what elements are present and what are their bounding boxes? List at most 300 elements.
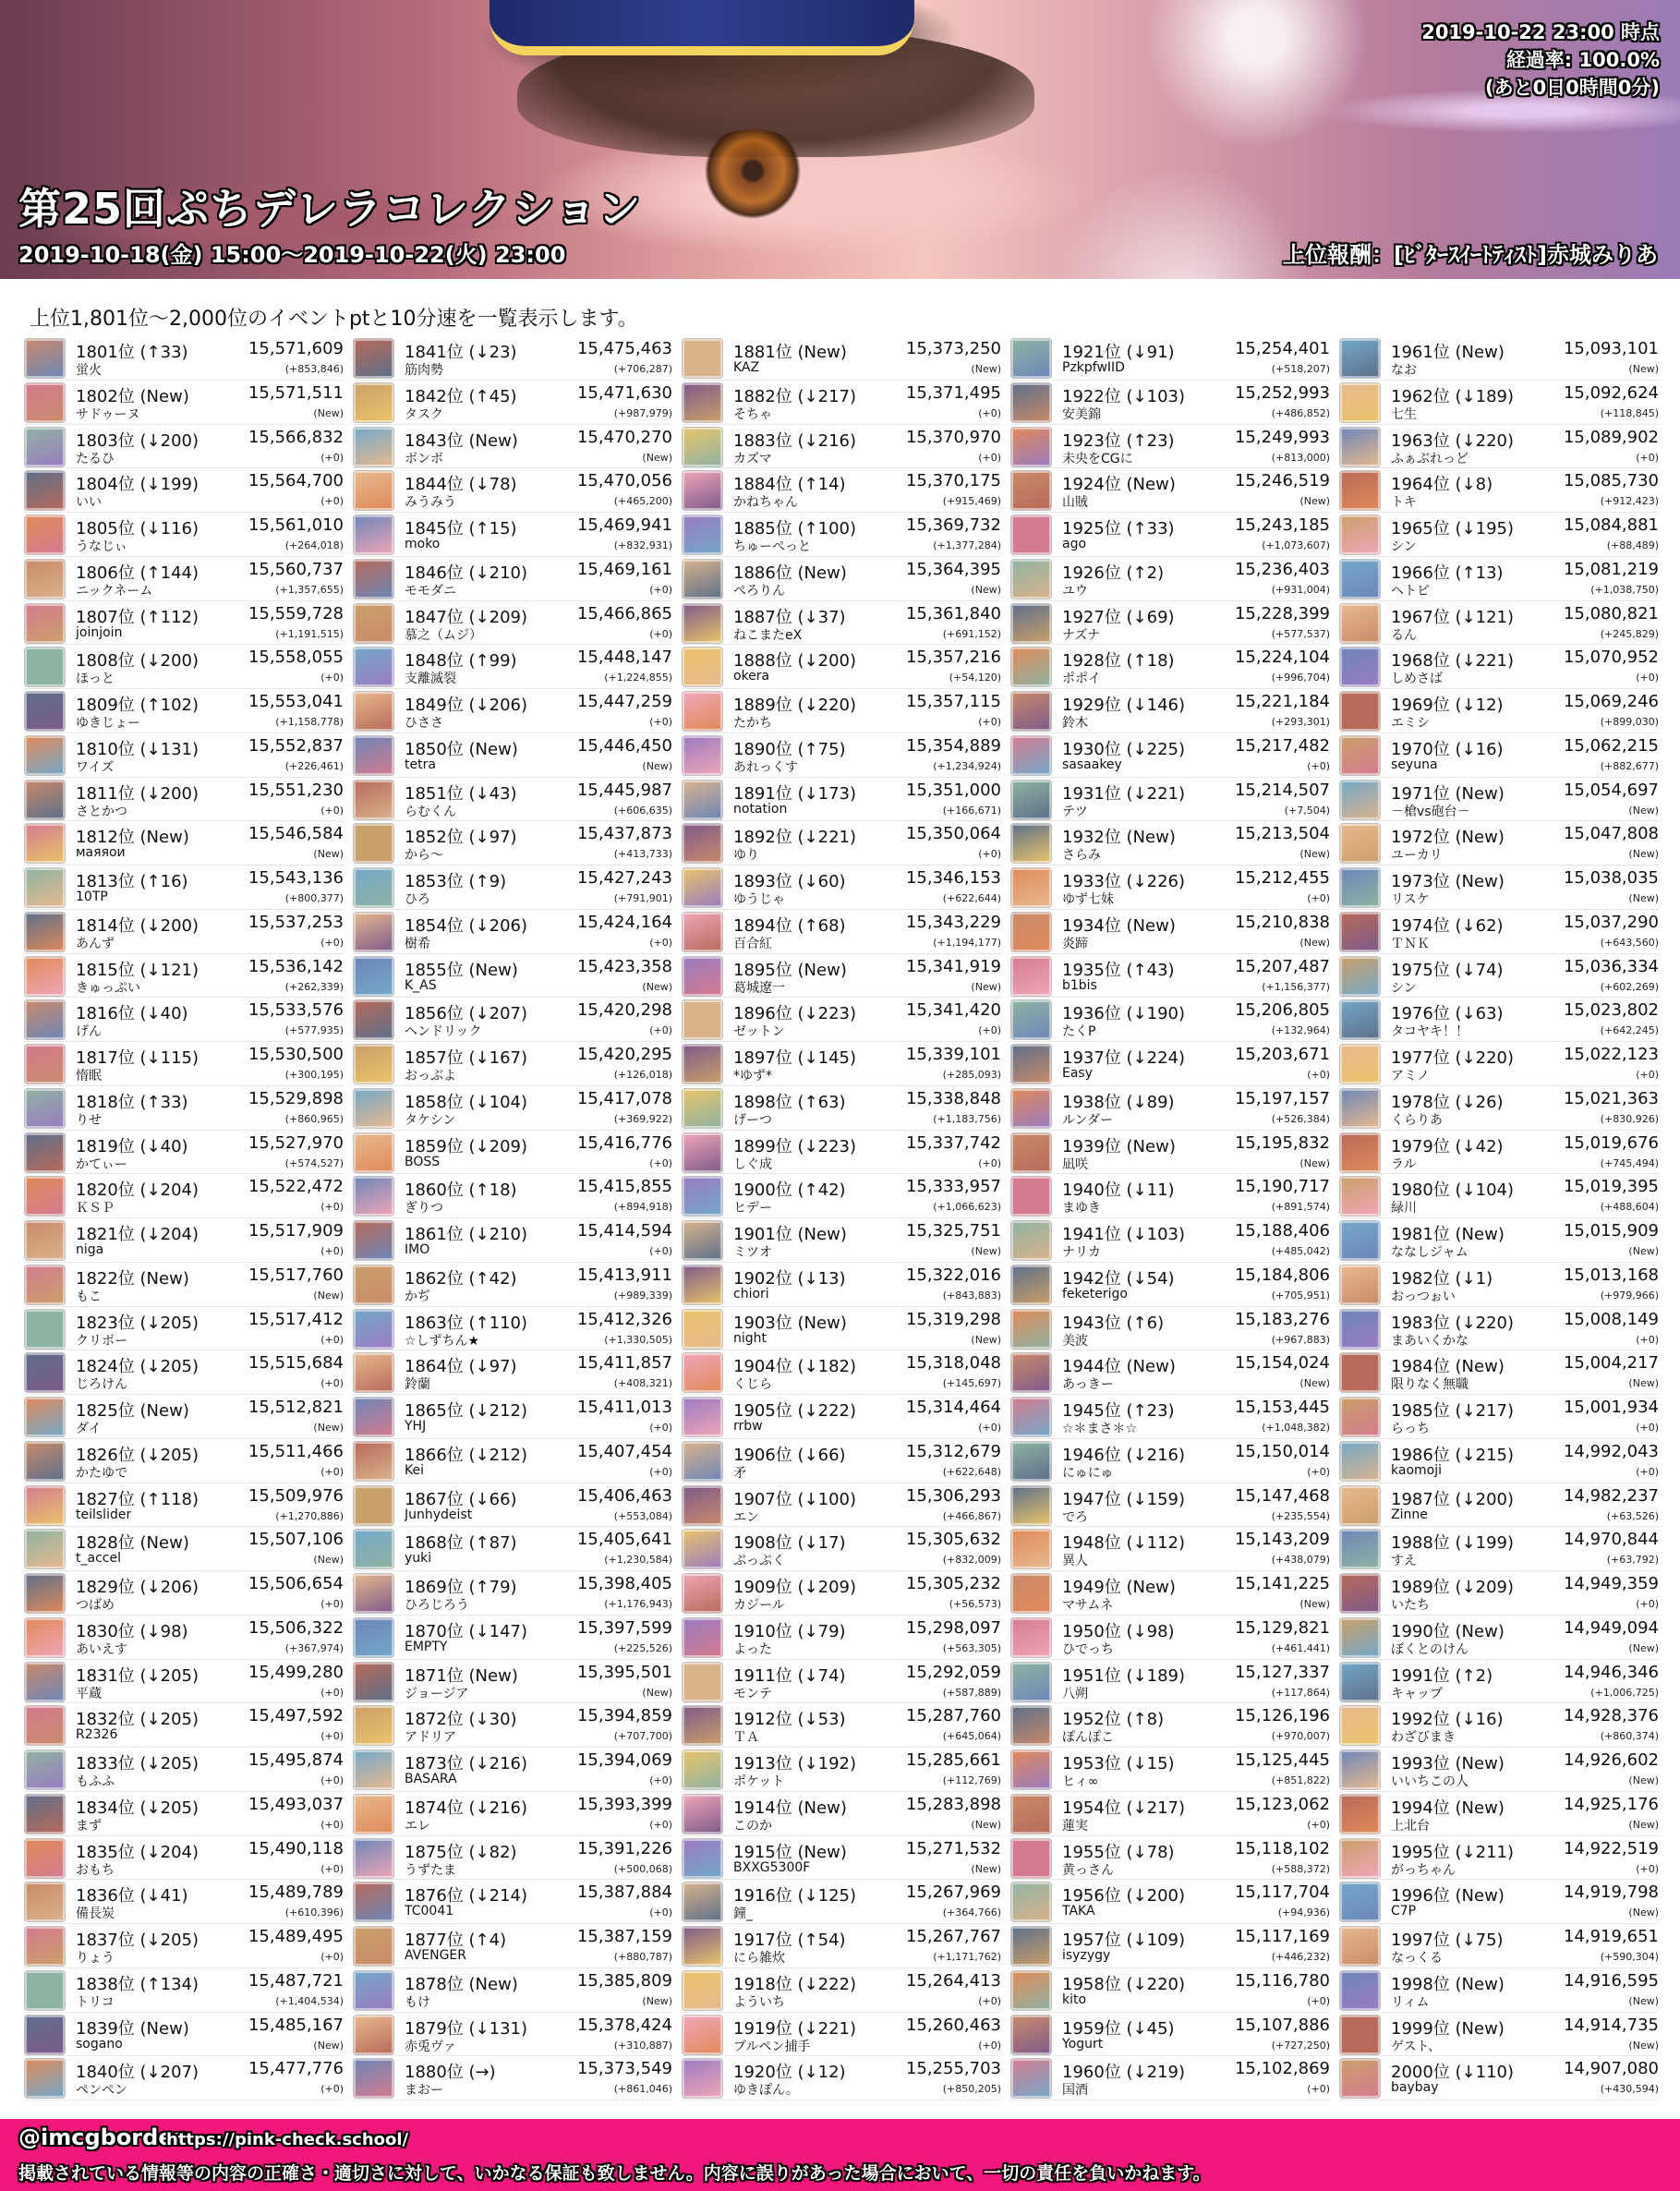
player-name: テツ [1062,804,1088,819]
event-points: 15,287,760 [905,1706,1001,1726]
ten-minute-speed: (+931,004) [1271,583,1330,596]
avatar [683,1663,722,1701]
ranking-row [353,733,672,778]
avatar [25,1177,65,1216]
event-points: 15,203,671 [1234,1045,1330,1064]
avatar [1340,515,1380,554]
event-points: 15,318,048 [905,1353,1001,1374]
rank-label: 1980位 (↓104) [1391,1180,1515,1201]
ten-minute-speed: (+0) [978,848,1001,861]
ten-minute-speed: (+0) [978,406,1001,419]
avatar [683,1927,722,1966]
ten-minute-speed: (+705,951) [1271,1289,1330,1301]
avatar [354,515,393,554]
ten-minute-speed: (+574,527) [284,1156,344,1169]
avatar [1011,1310,1051,1349]
avatar [25,515,65,554]
ten-minute-speed: (+145,697) [942,1377,1001,1390]
avatar [1011,1839,1051,1878]
event-points: 15,566,832 [248,427,344,447]
rank-label: 1851位 (↓43) [405,783,517,804]
player-name: notation [733,801,788,817]
rank-label: 1893位 (↓60) [733,872,846,891]
event-points: 15,417,078 [576,1088,672,1108]
ranking-row [1339,1086,1659,1131]
avatar [1011,560,1051,599]
avatar [354,1795,393,1834]
player-name: ゆうじゃ [733,892,785,907]
ten-minute-speed: (+112,769) [942,1774,1001,1786]
event-points: 15,469,941 [576,515,672,535]
avatar [1011,604,1051,643]
ranking-row [682,1880,1001,1924]
ranking-row [24,1395,344,1439]
ranking-row [682,1307,1001,1351]
ten-minute-speed: (New) [1628,804,1659,817]
event-points: 15,415,855 [576,1177,672,1197]
rank-label: 1954位 (↓217) [1062,1798,1186,1818]
avatar [1011,1927,1051,1966]
event-points: 15,558,055 [248,648,344,668]
player-name: りせ [76,1112,102,1128]
avatar [1011,1795,1051,1834]
ten-minute-speed: (+853,846) [284,363,344,375]
avatar [1011,1618,1051,1657]
event-points: 15,397,599 [576,1617,672,1638]
ten-minute-speed: (+0) [649,1422,672,1434]
ten-minute-speed: (+466,867) [942,1509,1001,1522]
avatar [354,604,393,643]
ranking-row [24,1042,344,1086]
ten-minute-speed: (+0) [649,583,672,596]
avatar [1011,1442,1051,1481]
ranking-row [682,513,1001,557]
event-points: 15,527,970 [248,1132,344,1153]
rank-label: 1960位 (↓219) [1062,2063,1186,2083]
ranking-row [1339,1880,1659,1924]
avatar [25,1000,65,1039]
rank-label: 1835位 (↓204) [76,1842,199,1862]
player-name: タコヤキ！！ [1391,1024,1468,1040]
ranking-row [24,910,344,954]
avatar [25,736,65,775]
rank-label: 1924位 (New) [1062,475,1176,495]
avatar [25,383,65,422]
avatar [1340,1177,1380,1216]
ranking-row [682,1748,1001,1792]
ten-minute-speed: (+285,093) [942,1069,1001,1081]
player-name: ゆり [733,848,759,864]
event-points: 15,343,229 [905,912,1001,932]
ten-minute-speed: (+0) [320,1774,344,1786]
ranking-row [1339,689,1659,733]
avatar [683,1839,722,1878]
ten-minute-speed: (New) [971,980,1001,993]
player-name: ＴＡ [733,1730,759,1746]
event-points: 15,346,153 [905,868,1001,888]
player-name: くらりあ [1391,1112,1443,1128]
avatar [25,339,65,378]
ranking-row [1339,1131,1659,1175]
ten-minute-speed: (New) [313,406,344,419]
ten-minute-speed: (+54,120) [949,672,1001,684]
event-points: 15,369,732 [905,515,1001,535]
event-points: 15,080,821 [1563,603,1659,623]
player-name: TAKA [1062,1904,1095,1919]
event-points: 15,470,270 [576,427,672,447]
ranking-row [353,1307,672,1351]
event-points: 15,298,097 [905,1617,1001,1638]
ranking-row [353,866,672,910]
rank-label: 1872位 (↓30) [405,1710,517,1730]
player-name: げん [76,1024,102,1040]
ten-minute-speed: (+446,232) [1271,1951,1330,1963]
rank-label: 1857位 (↓167) [405,1048,528,1068]
rank-label: 1997位 (↓75) [1391,1931,1504,1950]
rank-label: 1923位 (↑23) [1062,430,1175,451]
ranking-row [1010,1174,1330,1218]
rank-label: 1909位 (↓209) [733,1578,857,1597]
rank-label: 1862位 (↑42) [405,1268,517,1289]
rank-label: 1812位 (New) [76,828,189,848]
rank-label: 1846位 (↓210) [405,563,528,583]
avatar [1340,1398,1380,1436]
event-points: 15,102,869 [1234,2059,1330,2079]
rank-label: 1925位 (↑33) [1062,519,1175,539]
event-points: 15,013,168 [1563,1265,1659,1285]
event-points: 15,536,142 [248,956,344,976]
event-points: 15,517,760 [248,1265,344,1285]
ranking-row [24,1131,344,1175]
event-points: 15,271,532 [905,1838,1001,1858]
player-name: ヘトピ [1391,583,1430,599]
event-points: 15,530,500 [248,1045,344,1064]
ranking-row [353,1616,672,1660]
avatar [1011,1000,1051,1039]
avatar [683,1574,722,1613]
rank-label: 1825位 (New) [76,1401,189,1421]
avatar [25,1618,65,1657]
ten-minute-speed: (+0) [320,1862,344,1875]
ranking-row [682,954,1001,999]
avatar [354,1530,393,1568]
rank-label: 1868位 (↑87) [405,1533,517,1554]
ten-minute-speed: (New) [1299,495,1330,508]
avatar [25,604,65,643]
ranking-row [1010,1042,1330,1086]
twitter-handle[interactable]: @imcgborder [18,2124,185,2150]
player-name: ゆきぽん。 [733,2083,799,2099]
ten-minute-speed: (+1,234,924) [933,759,1001,772]
event-points: 14,914,735 [1563,2015,1659,2035]
rank-label: 1999位 (New) [1391,2018,1505,2039]
ranking-row [1339,513,1659,557]
player-name: さらみ [1062,848,1101,864]
event-points: 15,411,013 [576,1398,672,1417]
rank-label: 1830位 (↓98) [76,1621,188,1641]
ten-minute-speed: (+0) [320,1333,344,1346]
ten-minute-speed: (New) [971,583,1001,596]
site-url[interactable]: https://pink-check.school/ [166,2130,409,2149]
progress-rate: 経過率: 100.0% [1505,49,1660,71]
player-name: 慕之（ムジ） [405,627,482,643]
ranking-row [353,1042,672,1086]
rank-label: 1939位 (New) [1062,1136,1176,1156]
player-name: かてぃー [76,1156,127,1172]
player-name: いたち [1391,1598,1430,1613]
player-name: 未央をCGに [1062,451,1133,466]
ranking-row [1010,336,1330,381]
event-points: 15,264,413 [905,1970,1001,1991]
avatar [25,913,65,951]
rank-label: 1991位 (↑2) [1391,1665,1493,1686]
event-points: 15,560,737 [248,559,344,579]
ranking-row [353,1792,672,1836]
avatar [354,1486,393,1525]
player-name: みうみう [405,495,456,511]
player-name: 異人 [1062,1554,1088,1569]
event-points: 15,319,298 [905,1309,1001,1329]
ranking-row [1010,1350,1330,1395]
footer-bar [0,2119,1680,2191]
avatar [354,471,393,510]
ranking-row [353,910,672,954]
rank-label: 1843位 (New) [405,430,518,451]
ten-minute-speed: (New) [1628,1774,1659,1786]
ranking-row [1010,1395,1330,1439]
avatar [1340,2059,1380,2098]
avatar [683,2015,722,2054]
avatar [354,824,393,863]
avatar [1011,957,1051,996]
player-name: 樹希 [405,936,430,951]
player-name: ヘンドリック [405,1024,482,1040]
ten-minute-speed: (+0) [649,1024,672,1037]
player-name: joinjoin [76,624,123,640]
player-name: 黄っさん [1062,1862,1114,1878]
ten-minute-speed: (+851,822) [1271,1774,1330,1786]
event-points: 15,118,102 [1234,1838,1330,1858]
ten-minute-speed: (+832,931) [613,539,672,551]
avatar [1011,339,1051,378]
avatar [354,1221,393,1260]
rank-label: 1951位 (↓189) [1062,1665,1186,1686]
player-name: ゆきじょー [76,716,140,731]
player-name: ぎりつ [405,1201,443,1217]
player-name: ダイ [76,1422,102,1436]
avatar [1011,1663,1051,1701]
avatar [1340,1133,1380,1172]
player-name: おっつぉい [1391,1289,1456,1304]
ranking-row [1339,1924,1659,1968]
avatar [25,1486,65,1525]
event-points: 15,529,898 [248,1088,344,1108]
player-name: ナリカ [1062,1245,1101,1260]
rank-label: 1922位 (↓103) [1062,386,1186,406]
avatar [25,1971,65,2010]
header-banner [0,0,1680,279]
ten-minute-speed: (+0) [978,1994,1001,2007]
avatar [354,1839,393,1878]
avatar [25,1927,65,1966]
player-name: 安美錦 [1062,406,1101,422]
rank-label: 1816位 (↓40) [76,1004,188,1024]
avatar [25,692,65,731]
player-name: 備長炭 [76,1907,115,1922]
avatar [25,2059,65,2098]
player-name: ペンペン [76,2083,127,2099]
player-name: カジール [733,1598,785,1613]
avatar [354,1265,393,1304]
event-points: 15,197,157 [1234,1088,1330,1108]
avatar [354,648,393,686]
avatar [683,471,722,510]
rank-label: 1827位 (↑118) [76,1489,199,1509]
event-points: 15,466,865 [576,603,672,623]
ten-minute-speed: (+587,889) [942,1686,1001,1699]
ranking-row [353,1703,672,1748]
ranking-row [682,381,1001,425]
avatar [354,913,393,951]
ranking-row [1010,1483,1330,1528]
ten-minute-speed: (+1,158,778) [275,716,344,728]
rank-label: 1907位 (↓100) [733,1489,857,1509]
player-name: C7P [1391,1904,1417,1919]
player-name: ミツオ [733,1245,772,1260]
ranking-row [1010,513,1330,557]
avatar [25,1663,65,1701]
player-name: 鈴木 [1062,716,1088,731]
ranking-row [682,1660,1001,1704]
banner-character-hat [489,0,914,55]
event-points: 15,515,684 [248,1353,344,1374]
avatar [354,1133,393,1172]
player-name: 上北台 [1391,1818,1430,1834]
rank-label: 1920位 (↓12) [733,2063,846,2083]
ten-minute-speed: (+642,245) [1600,1024,1659,1037]
player-name: 美波 [1062,1333,1088,1349]
ranking-row [24,689,344,733]
ranking-row [24,601,344,646]
event-points: 15,305,632 [905,1530,1001,1550]
disclaimer: 掲載されている情報等の内容の正確さ・適切さに対して、いかなる保証も致しません。内容に誤りがあった場合において、一切の責任を負いかねます。 [18,2163,1211,2184]
ten-minute-speed: (+0) [978,1422,1001,1434]
event-points: 15,195,832 [1234,1132,1330,1153]
player-name: 蛍火 [76,363,102,378]
ten-minute-speed: (+235,554) [1271,1509,1330,1522]
rank-label: 1826位 (↓205) [76,1445,199,1465]
avatar [1340,1442,1380,1481]
ranking-row [1339,468,1659,513]
ten-minute-speed: (+0) [649,1245,672,1257]
avatar [25,428,65,466]
ten-minute-speed: (+1,176,943) [604,1598,672,1610]
player-name: クリボー [76,1333,127,1349]
player-name: なお [1391,363,1417,378]
ten-minute-speed: (+438,079) [1271,1554,1330,1567]
avatar [354,2059,393,2098]
rank-label: 1841位 (↓23) [405,343,517,362]
event-points: 15,341,420 [905,1000,1001,1021]
player-name: シン [1391,980,1417,996]
ten-minute-speed: (+707,700) [613,1730,672,1743]
ranking-row [353,1527,672,1571]
rank-label: 1824位 (↓205) [76,1357,199,1377]
rank-label: 1875位 (↓82) [405,1842,517,1862]
ranking-row [24,733,344,778]
event-points: 15,447,259 [576,692,672,711]
event-points: 15,564,700 [248,471,344,491]
event-points: 15,416,776 [576,1132,672,1153]
ranking-row [1339,1218,1659,1263]
ranking-row [1339,1174,1659,1218]
rank-label: 1882位 (↓217) [733,386,857,406]
avatar [1011,1574,1051,1613]
ten-minute-speed: (+1,171,762) [933,1951,1001,1963]
ranking-row [1339,2056,1659,2100]
event-points: 15,254,401 [1234,339,1330,358]
ranking-row [24,425,344,469]
rank-label: 1934位 (New) [1062,915,1176,936]
ten-minute-speed: (+882,677) [1600,759,1659,772]
ten-minute-speed: (New) [1628,1994,1659,2007]
ten-minute-speed: (+485,042) [1271,1245,1330,1257]
player-name: タケシン [405,1112,456,1128]
rank-label: 1887位 (↓37) [733,607,846,627]
player-name: moko [405,537,441,551]
ten-minute-speed: (+0) [649,1465,672,1478]
ranking-row [1339,998,1659,1042]
ten-minute-speed: (+518,207) [1271,363,1330,375]
avatar [1340,2015,1380,2054]
avatar [1011,2059,1051,2098]
avatar [354,428,393,466]
player-name: ぷっぷく [733,1554,785,1569]
avatar [683,1221,722,1260]
ten-minute-speed: (+0) [1307,1818,1330,1831]
player-name: AVENGER [405,1948,466,1963]
rank-label: 1829位 (↓206) [76,1578,199,1597]
ranking-row [1339,2013,1659,2057]
ranking-row [682,1086,1001,1131]
player-name: sogano [76,2036,123,2052]
ranking-row [1010,1924,1330,1968]
player-name: yuki [405,1551,432,1567]
ranking-row [24,821,344,866]
player-name: もけ [405,1994,430,2010]
rank-label: 1998位 (New) [1391,1974,1505,1994]
ranking-row [353,1836,672,1881]
ten-minute-speed: (+745,494) [1600,1156,1659,1169]
ranking-row [1010,381,1330,425]
avatar [1340,428,1380,466]
rank-label: 1988位 (↓199) [1391,1533,1515,1554]
ranking-row [353,1395,672,1439]
player-name: ヒデー [733,1201,772,1217]
event-points: 15,511,466 [248,1441,344,1461]
ten-minute-speed: (+830,926) [1600,1112,1659,1125]
player-name: feketerigo [1062,1286,1128,1301]
rank-label: 1978位 (↓26) [1391,1092,1504,1112]
avatar [1340,1221,1380,1260]
event-points: 15,038,035 [1563,868,1659,888]
ten-minute-speed: (+262,339) [284,980,344,993]
avatar [683,1045,722,1083]
rank-label: 1895位 (New) [733,960,847,980]
ten-minute-speed: (+0) [1636,1422,1659,1434]
event-points: 15,141,225 [1234,1574,1330,1593]
event-points: 15,420,298 [576,1000,672,1021]
